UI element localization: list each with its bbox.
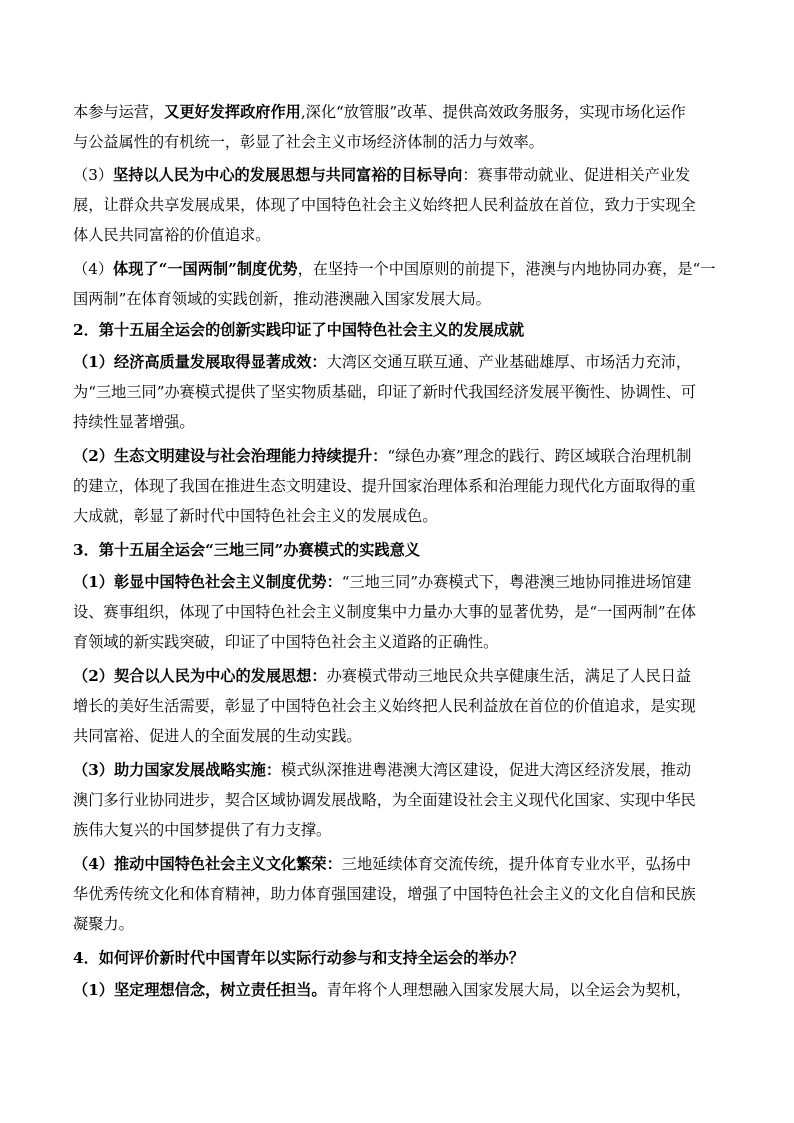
paragraph-item-3 xyxy=(73,160,733,250)
emphasis-text: （1）彰显中国特色社会主义制度优势： xyxy=(73,573,342,591)
heading-text: 4．如何评价新时代中国青年以实际行动参与和支持全运会的举办？ xyxy=(73,949,525,967)
emphasis-text: （1）经济高质量发展取得显著成效： xyxy=(73,353,327,371)
paragraph-h3-item-1 xyxy=(73,567,733,657)
emphasis-text: （4）推动中国特色社会主义文化繁荣： xyxy=(73,855,342,873)
text-line: 族伟大复兴的中国梦提供了有力支撑。 xyxy=(73,821,332,839)
text-line: 国两制”在体育领域的实践创新，推动港澳融入国家发展大局。 xyxy=(73,290,491,308)
emphasis-text: 体现了“一国两制”制度优势 xyxy=(113,260,298,278)
emphasis-text: （3）助力国家发展战略实施： xyxy=(73,761,282,779)
emphasis-text: （2）契合以人民为中心的发展思想： xyxy=(73,667,327,685)
text-line xyxy=(73,347,733,377)
text-run: 本参与运营， xyxy=(73,103,165,121)
paragraph-h3-item-4 xyxy=(73,849,733,939)
text-run: 青年将个人理想融入国家发展大局，以全运会为契机， xyxy=(326,981,692,999)
text-line: 凝聚力。 xyxy=(73,915,134,933)
text-line xyxy=(73,254,733,284)
text-run: 模式纵深推进粤港澳大湾区建设，促进大湾区经济发展，推动 xyxy=(281,761,692,779)
text-line xyxy=(73,97,733,127)
text-line: 澳门多行业协同进步，契合区域协调发展战略，为全面建设社会主义现代化国家、实现中华民 xyxy=(73,791,696,809)
paragraph-h2-item-2 xyxy=(73,441,733,531)
text-line: 展，让群众共享发展成果，体现了中国特色社会主义始终把人民利益放在首位，致力于实现全 xyxy=(73,196,696,214)
text-run: 三地延续体育交流传统，提升体育专业水平，弘扬中 xyxy=(341,855,692,873)
item-number: （4） xyxy=(73,260,114,278)
text-run: ,深化“放管服”改革、提供高效政务服务，实现市场化运作 xyxy=(300,103,686,121)
text-line xyxy=(73,441,733,471)
item-number: （3） xyxy=(73,166,114,184)
text-line: 的建立，体现了我国在推进生态文明建设、提升国家治理体系和治理能力现代化方面取得的重 xyxy=(73,477,696,495)
text-line xyxy=(73,975,733,1005)
section-heading-2 xyxy=(73,315,733,345)
text-run: ：赛事带动就业、促进相关产业发 xyxy=(462,166,691,184)
emphasis-text: （1）坚定理想信念，树立责任担当。 xyxy=(73,981,327,999)
heading-text: 3．第十五届全运会“三地三同”办赛模式的实践意义 xyxy=(73,541,420,559)
text-line: 华优秀传统文化和体育精神，助力体育强国建设，增强了中国特色社会主义的文化自信和民族 xyxy=(73,885,696,903)
paragraph-h3-item-3 xyxy=(73,755,733,845)
paragraph-market-mechanism xyxy=(73,97,733,157)
text-line xyxy=(73,849,733,879)
text-run: “三地三同”办赛模式下，粤港澳三地协同推进场馆建 xyxy=(341,573,692,591)
heading-text: 2．第十五届全运会的创新实践印证了中国特色社会主义的发展成就 xyxy=(73,321,525,339)
text-line: 共同富裕、促进人的全面发展的生动实践。 xyxy=(73,727,362,745)
text-line: 与公益属性的有机统一，彰显了社会主义市场经济体制的活力与效率。 xyxy=(73,133,544,151)
text-line: 育领域的新实践突破，印证了中国特色社会主义道路的正确性。 xyxy=(73,633,499,651)
section-heading-3 xyxy=(73,535,733,565)
text-run: 大湾区交通互联互通、产业基础雄厚、市场活力充沛， xyxy=(326,353,692,371)
paragraph-h4-item-1 xyxy=(73,975,733,1005)
text-line xyxy=(73,567,733,597)
section-heading-4 xyxy=(73,943,733,973)
text-run: 办赛模式带动三地民众共享健康生活，满足了人民日益 xyxy=(326,667,692,685)
text-line: 体人民共同富裕的价值追求。 xyxy=(73,226,271,244)
text-run: ，在坚持一个中国原则的前提下，港澳与内地协同办赛，是“一 xyxy=(297,260,716,278)
emphasis-text: （2）生态文明建设与社会治理能力持续提升： xyxy=(73,447,388,465)
emphasis-text: 坚持以人民为中心的发展思想与共同富裕的目标导向 xyxy=(113,166,463,184)
text-line xyxy=(73,755,733,785)
text-line: 大成就，彰显了新时代中国特色社会主义的发展成色。 xyxy=(73,507,438,525)
text-line xyxy=(73,661,733,691)
emphasis-text: 又更好发挥政府作用 xyxy=(164,103,301,121)
paragraph-h3-item-2 xyxy=(73,661,733,751)
text-line: 持续性显著增强。 xyxy=(73,413,195,431)
text-line: 增长的美好生活需要，彰显了中国特色社会主义始终把人民利益放在首位的价值追求，是实现 xyxy=(73,697,696,715)
text-run: “绿色办赛”理念的践行、跨区域联合治理机制 xyxy=(387,447,692,465)
text-line xyxy=(73,160,733,190)
text-line: 设、赛事组织，体现了中国特色社会主义制度集中力量办大事的显著优势，是“一国两制”在体 xyxy=(73,603,697,621)
paragraph-item-4 xyxy=(73,254,733,314)
paragraph-h2-item-1 xyxy=(73,347,733,437)
text-line: 为“三地三同”办赛模式提供了坚实物质基础，印证了新时代我国经济发展平衡性、协调性、可 xyxy=(73,383,697,401)
